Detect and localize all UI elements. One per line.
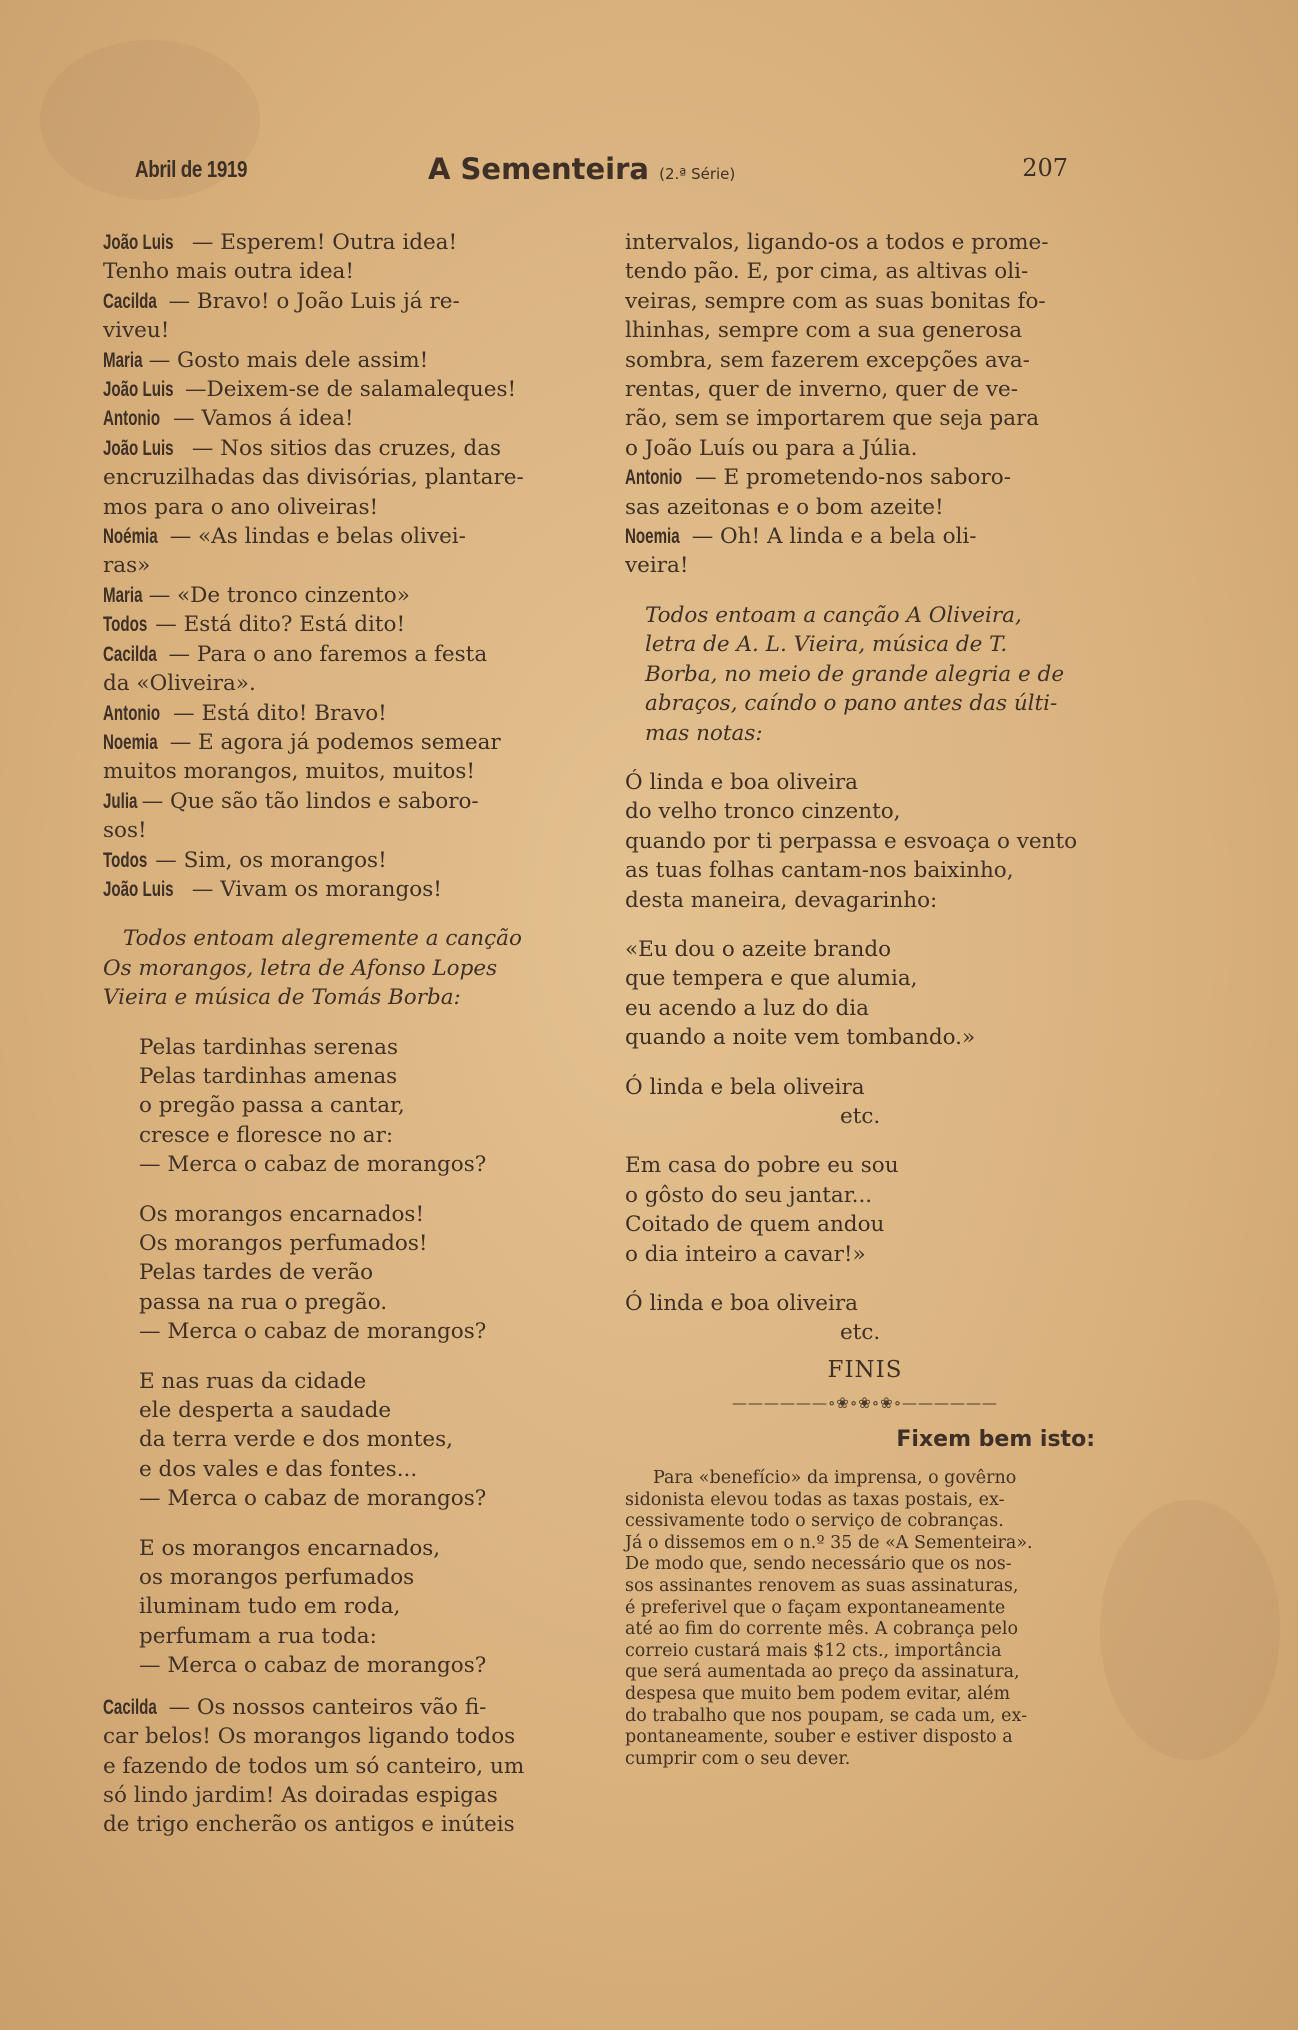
paper-stain xyxy=(1100,1500,1280,1760)
speech-text: — Nos sitios das cruzes, das xyxy=(185,435,502,461)
notice-line: sos assinantes renovem as suas assinaturas, xyxy=(625,1576,1019,1596)
speech-line: sos! xyxy=(103,818,147,844)
speech-text: — E agora já podemos semear xyxy=(162,729,501,755)
speaker-name: Antonio xyxy=(625,466,683,490)
refrain xyxy=(625,1073,1105,1132)
text-line: sombra, sem fazerem excepções ava- xyxy=(625,347,1030,373)
dialogue-line xyxy=(103,787,578,816)
song-stanza xyxy=(625,935,1105,1053)
song-line: o pregão passa a cantar, xyxy=(139,1093,405,1119)
song-line: — Merca o cabaz de morangos? xyxy=(139,1653,487,1679)
speech-line: de trigo encherão os antigos e inúteis xyxy=(103,1812,515,1838)
refrain-etc: etc. xyxy=(840,1320,881,1346)
issue-date: Abril de 1919 xyxy=(135,156,248,182)
stage-direction-line: letra de A. L. Vieira, música de T. xyxy=(645,632,1008,658)
speech-text: — Bravo! o João Luis já re- xyxy=(161,288,460,314)
song-stanza xyxy=(103,1367,578,1514)
notice-line: Para «benefício» da imprensa, o govêrno xyxy=(653,1468,1017,1489)
song-stanza xyxy=(625,1151,1105,1269)
notice-line: despesa que muito bem podem evitar, além xyxy=(625,1683,1011,1704)
song-line: do velho tronco cinzento, xyxy=(625,799,901,825)
stage-direction-line: Todos entoam alegremente a canção xyxy=(123,926,522,952)
speech-line: só lindo jardim! As doiradas espigas xyxy=(103,1782,498,1808)
series-label: (2.ª Série) xyxy=(659,165,736,183)
song-line: Ó linda e boa oliveira xyxy=(625,769,858,795)
notice-title: Fixem bem isto: xyxy=(896,1426,1095,1452)
speaker-name: Cacilda xyxy=(103,642,157,666)
speaker-name: Maria xyxy=(103,583,143,607)
song-line: o dia inteiro a cavar!» xyxy=(625,1241,866,1267)
dialogue-line xyxy=(103,434,578,463)
stage-direction-line: Borba, no meio de grande alegria e de xyxy=(645,661,1065,687)
speech-text: — «As lindas e belas olivei- xyxy=(162,524,466,550)
song-line: Em casa do pobre eu sou xyxy=(625,1153,899,1179)
speech-text: — Os nossos canteiros vão fi- xyxy=(161,1694,487,1720)
speech-text: — Vamos á idea! xyxy=(166,406,354,432)
speech-line: muitos morangos, muitos, muitos! xyxy=(103,759,476,785)
refrain-line: Ó linda e boa oliveira xyxy=(625,1291,858,1316)
speech-line: viveu! xyxy=(103,318,170,344)
notice-line: cessivamente todo o serviço de cobranças. xyxy=(625,1511,1004,1532)
stage-direction-line: Todos entoam a canção A Oliveira, xyxy=(645,602,1022,628)
dialogue-line xyxy=(103,640,578,669)
song-line: E nas ruas da cidade xyxy=(139,1368,367,1394)
dialogue-block xyxy=(625,463,1105,581)
speaker-name: Antonio xyxy=(103,701,161,725)
speech-line: da «Oliveira». xyxy=(103,671,256,697)
stage-direction-line: abraços, caíndo o pano antes das últi- xyxy=(645,691,1058,717)
refrain xyxy=(625,1289,1105,1348)
left-column xyxy=(103,228,578,1840)
song-line: Pelas tardinhas serenas xyxy=(139,1034,398,1060)
speech-text: — E prometendo-nos saboro- xyxy=(688,465,1011,491)
text-line: intervalos, ligando-os a todos e prome- xyxy=(625,230,1049,255)
song-line: desta maneira, devagarinho: xyxy=(625,887,938,913)
speech-text: — Gosto mais dele assim! xyxy=(141,347,429,373)
song-line: eu acendo a luz do dia xyxy=(625,995,869,1021)
dialogue-line xyxy=(103,404,578,433)
right-column xyxy=(625,228,1105,1770)
song-line: que tempera e que alumia, xyxy=(625,966,918,992)
dialogue-line xyxy=(103,875,578,904)
page-header xyxy=(130,150,1068,190)
song-line: quando por ti perpassa e esvoaça o vento xyxy=(625,828,1078,854)
speaker-name: Julia xyxy=(103,789,138,813)
final-speech xyxy=(103,1693,578,1840)
speaker-name: João Luis xyxy=(103,231,174,254)
dialogue-line xyxy=(103,699,578,728)
speaker-name: Cacilda xyxy=(103,289,157,313)
notice-line: do trabalho que nos poupam, se cada um, ex- xyxy=(625,1705,1027,1726)
speech-text: — Vivam os morangos! xyxy=(185,876,442,902)
song-line: E os morangos encarnados, xyxy=(139,1535,441,1561)
song-line: da terra verde e dos montes, xyxy=(139,1427,453,1453)
speech-text: — Esperem! Outra idea! xyxy=(185,230,458,255)
dialogue-line xyxy=(103,346,578,375)
song-line: — Merca o cabaz de morangos? xyxy=(139,1152,487,1178)
notice-line: é preferivel que o façam expontaneamente xyxy=(625,1597,1006,1618)
song-line: Os morangos perfumados! xyxy=(139,1231,428,1256)
stage-direction xyxy=(625,601,1105,748)
dialogue-line xyxy=(103,228,578,257)
continuation-text xyxy=(625,228,1105,463)
speaker-name: Noemia xyxy=(625,525,680,549)
speech-line: ras» xyxy=(103,553,151,579)
song-line: — Merca o cabaz de morangos? xyxy=(139,1319,487,1345)
notice-line: cumprir com o seu dever. xyxy=(625,1748,851,1769)
speaker-name: Todos xyxy=(103,848,148,872)
speaker-name: Maria xyxy=(103,348,143,372)
notice-line: sidonista elevou todas as taxas postais, ex- xyxy=(625,1489,1005,1510)
dialogue-line xyxy=(103,375,578,404)
speech-line: mos para o ano oliveiras! xyxy=(103,494,379,520)
song-line: iluminam tudo em roda, xyxy=(139,1594,401,1620)
song-line: ele desperta a saudade xyxy=(139,1398,392,1424)
refrain-etc: etc. xyxy=(840,1103,881,1129)
speech-line: sas azeitonas e o bom azeite! xyxy=(625,494,944,520)
song-line: Pelas tardes de verão xyxy=(139,1260,374,1286)
notice-line: que será aumentada ao preço da assinatura, xyxy=(625,1662,1020,1683)
text-line: rentas, quer de inverno, quer de ve- xyxy=(625,377,1019,403)
text-line: veiras, sempre com as suas bonitas fo- xyxy=(625,288,1046,314)
speech-text: — «De tronco cinzento» xyxy=(141,582,410,608)
newspaper-title xyxy=(428,152,735,186)
song-morangos xyxy=(103,1033,578,1681)
dialogue-line xyxy=(103,846,578,875)
speech-line: e fazendo de todos um só canteiro, um xyxy=(103,1753,525,1779)
notice-line: Já o dissemos em o n.º 35 de «A Sementeira». xyxy=(625,1532,1033,1553)
speaker-name: Noemia xyxy=(103,730,158,754)
dialogue-line xyxy=(103,581,578,610)
dialogue-line xyxy=(103,728,578,757)
speech-text: — Para o ano faremos a festa xyxy=(161,641,488,667)
notice-body xyxy=(625,1468,1105,1770)
speaker-name: João Luis xyxy=(103,378,174,402)
dialogue-line xyxy=(625,522,1105,551)
speaker-name: João Luis xyxy=(103,877,174,901)
speech-text: — Está dito! Bravo! xyxy=(166,700,387,726)
song-line: quando a noite vem tombando.» xyxy=(625,1025,976,1051)
text-line: lhinhas, sempre com a sua generosa xyxy=(625,318,1023,344)
title-text: A Sementeira xyxy=(428,152,649,186)
speech-line: car belos! Os morangos ligando todos xyxy=(103,1724,516,1750)
dialogue-line xyxy=(103,522,578,551)
song-line: — Merca o cabaz de morangos? xyxy=(139,1486,487,1512)
refrain-line: Ó linda e bela oliveira xyxy=(625,1074,865,1100)
song-line: perfumam a rua toda: xyxy=(139,1623,377,1649)
speech-text: — Que são tão lindos e saboro- xyxy=(134,788,479,814)
song-line: os morangos perfumados xyxy=(139,1565,415,1591)
song-line: passa na rua o pregão. xyxy=(139,1289,388,1315)
notice-line: De modo que, sendo necessário que os nos- xyxy=(625,1554,1012,1575)
stage-direction-line: Vieira e música de Tomás Borba: xyxy=(103,985,461,1011)
speaker-name: Todos xyxy=(103,613,148,637)
song-stanza xyxy=(103,1200,578,1347)
speech-text: —Deixem-se de salamaleques! xyxy=(185,377,517,403)
song-stanza xyxy=(625,768,1105,915)
notice-line: até ao fim do corrente mês. A cobrança pelo xyxy=(625,1619,1019,1640)
speaker-name: Noémia xyxy=(103,525,158,549)
song-line: Os morangos encarnados! xyxy=(139,1201,425,1227)
stage-direction-line: mas notas: xyxy=(645,720,763,746)
notice-line: pontaneamente, souber e estiver disposto a xyxy=(625,1727,1013,1748)
speech-line: veira! xyxy=(625,553,689,579)
speech-text: — Está dito? Está dito! xyxy=(148,612,406,638)
speaker-name: Cacilda xyxy=(103,1695,157,1719)
song-line: e dos vales e das fontes... xyxy=(139,1456,418,1482)
stage-direction xyxy=(103,924,578,1012)
song-stanza xyxy=(103,1033,578,1180)
speech-line: encruzilhadas das divisórias, plantare- xyxy=(103,465,524,491)
notice-line: correio custará mais $12 cts., importância xyxy=(625,1640,1002,1661)
speaker-name: João Luis xyxy=(103,436,174,460)
finis-label: FINIS xyxy=(827,1356,903,1383)
text-line: tendo pão. E, por cima, as altivas oli- xyxy=(625,259,1029,285)
dialogue-block xyxy=(103,228,578,904)
speech-text: — Sim, os morangos! xyxy=(148,847,387,873)
speech-text: — Oh! A linda e a bela oli- xyxy=(684,524,977,550)
song-line: cresce e floresce no ar: xyxy=(139,1122,394,1148)
song-line: Coitado de quem andou xyxy=(625,1212,885,1238)
song-line: o gôsto do seu jantar... xyxy=(625,1182,873,1208)
text-line: rão, sem se importarem que seja para xyxy=(625,406,1040,432)
text-line: o João Luís ou para a Júlia. xyxy=(625,435,918,461)
dialogue-line xyxy=(103,610,578,639)
song-line: as tuas folhas cantam-nos baixinho, xyxy=(625,858,1014,884)
page-number: 207 xyxy=(1022,154,1068,182)
dialogue-line xyxy=(625,463,1105,492)
song-stanza xyxy=(103,1534,578,1681)
song-line: Pelas tardinhas amenas xyxy=(139,1063,398,1089)
stage-direction-line: Os morangos, letra de Afonso Lopes xyxy=(103,955,498,981)
dialogue-line xyxy=(103,287,578,316)
ornament-divider: ——————∘❀∘❀∘❀∘—————— xyxy=(731,1394,999,1413)
song-line: «Eu dou o azeite brando xyxy=(625,936,892,962)
speaker-name: Antonio xyxy=(103,407,161,431)
speech-line: Tenho mais outra idea! xyxy=(103,259,354,285)
